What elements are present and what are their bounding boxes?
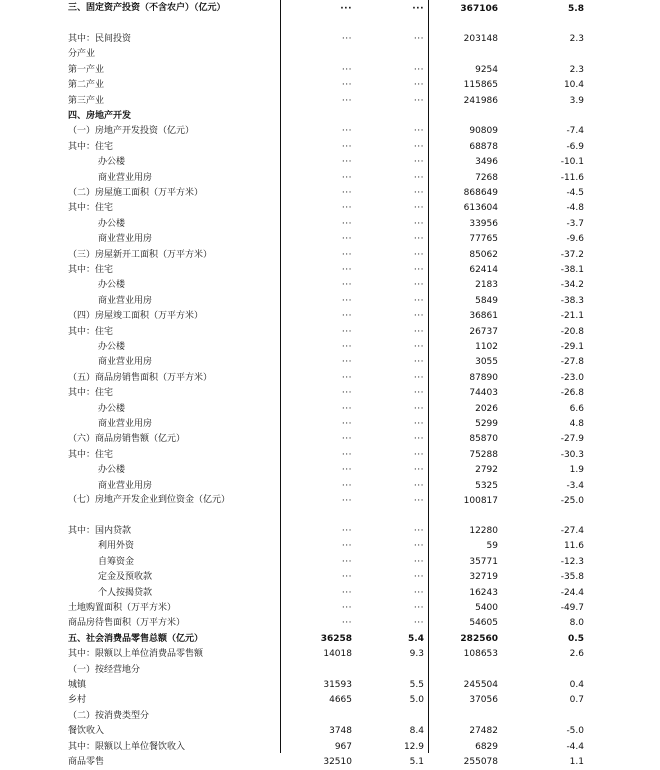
table-row [0,632,660,647]
cell-c3: 5849 [475,295,498,306]
cell-c3 [430,663,498,678]
cell-c1: ··· [341,388,352,399]
cell-c4 [510,709,584,724]
row-label: （二）按消费类型分 [68,710,150,721]
row-label: （一）按经营地分 [68,664,141,675]
table-row [0,678,660,693]
table-row [0,709,660,724]
cell-c1: ··· [341,80,352,91]
table-row [0,524,660,539]
table-row [0,570,660,585]
cell-c2: 5.0 [409,695,424,706]
cell-c1: ··· [341,141,352,152]
table-row [0,693,660,708]
row-label: 其中：住宅 [68,141,114,152]
cell-c3: 241986 [463,95,498,106]
cell-c4: -5.0 [566,726,584,737]
cell-c3 [430,709,498,724]
row-label: 其中：国内贷款 [68,526,132,536]
cell-c4: 5.8 [568,4,584,14]
cell-c4: -3.4 [566,480,584,491]
row-label: （六）商品房销售额（亿元） [68,434,186,445]
table-row [0,217,660,232]
cell-c3: 2792 [475,465,498,476]
cell-c1: ··· [341,419,352,429]
row-label: 商品零售 [68,757,105,767]
cell-c3: 77765 [469,234,498,245]
cell-c4: -20.8 [560,326,584,337]
cell-c3: 85062 [469,249,498,260]
table-row [0,371,660,386]
row-label: 五、社会消费品零售总额（亿元） [68,633,204,644]
table-row [0,601,660,616]
cell-c3: 27482 [469,726,498,737]
table-row [0,47,660,62]
cell-c2: ··· [413,618,424,629]
row-label: （四）房屋竣工面积（万平方米） [68,311,204,322]
table-row [0,248,660,263]
cell-c1: ··· [341,157,352,168]
cell-c2: ··· [413,80,424,91]
table-row [0,724,660,739]
row-label: 第三产业 [68,95,105,106]
cell-c4: -25.0 [560,496,584,506]
row-label: 商品房待售面积（万平方米） [68,618,186,629]
cell-c3: 26737 [469,326,498,337]
cell-c2: ··· [413,556,424,567]
cell-c1 [292,47,352,62]
cell-c3: 1102 [475,342,498,352]
cell-c3: 9254 [475,64,498,75]
row-label: 自筹资金 [98,556,135,567]
cell-c3: 108653 [463,649,498,660]
table-row [0,663,660,678]
row-label: 商业营业用房 [98,357,153,368]
table-row [0,201,660,216]
cell-c1 [292,709,352,724]
cell-c1: ··· [341,311,352,322]
cell-c1: 32510 [323,757,352,767]
cell-c1: ··· [341,556,352,567]
cell-c2: ··· [413,326,424,337]
row-label: 其中：住宅 [68,265,114,275]
table-row [0,616,660,631]
table-row [0,386,660,401]
cell-c3: 115865 [463,80,498,91]
row-label: 办公楼 [98,342,126,352]
cell-c3: 2183 [475,280,498,291]
cell-c4: 8.0 [569,618,584,629]
cell-c2: ··· [413,357,424,368]
cell-c1: 967 [334,741,352,752]
cell-c3: 613604 [463,203,498,214]
row-label: 利用外资 [98,541,135,552]
cell-c2: ··· [413,64,424,75]
table-row [0,463,660,478]
cell-c1: ··· [341,572,352,583]
cell-c1: ··· [341,265,352,275]
row-label: 分产业 [68,49,96,60]
cell-c1: ··· [341,188,352,198]
cell-c4: -38.3 [560,295,584,306]
row-label: 乡村 [68,695,87,706]
cell-c3: 100817 [463,496,498,506]
cell-c4: -21.1 [560,311,584,322]
cell-c1: ··· [341,541,352,552]
cell-c1: ··· [341,618,352,629]
cell-c3: 33956 [469,218,498,229]
cell-c1: ··· [341,234,352,245]
cell-c1: ··· [341,403,352,414]
cell-c4: 10.4 [563,80,584,91]
cell-c1: ··· [341,95,352,106]
table-row [0,494,660,524]
cell-c3: 203148 [463,34,498,44]
cell-c4: 3.9 [569,95,584,106]
table-row [0,432,660,447]
cell-c2: ··· [413,449,424,460]
table-row [0,355,660,370]
cell-c2: 5.5 [409,680,424,690]
cell-c2: ··· [413,372,424,383]
row-label: 第二产业 [68,80,105,91]
cell-c2: ··· [413,342,424,352]
cell-c1: ··· [341,357,352,368]
cell-c4: -27.4 [560,526,584,536]
cell-c1: ··· [341,249,352,260]
cell-c3: 59 [486,541,498,552]
row-label: 餐饮收入 [68,726,105,737]
cell-c3: 54605 [469,618,498,629]
cell-c4: -4.8 [566,203,584,214]
table-row [0,109,660,124]
row-label: 办公楼 [98,403,126,414]
table-row [0,555,660,570]
cell-c1: 36258 [320,633,352,644]
cell-c3: 5400 [475,603,498,613]
cell-c4: 0.7 [569,695,584,706]
cell-c2: ··· [413,587,424,598]
cell-c2: 5.1 [409,757,424,767]
cell-c3: 16243 [469,587,498,598]
table-row [0,340,660,355]
cell-c1: ··· [341,203,352,214]
cell-c4 [510,109,584,124]
cell-c3: 6829 [475,741,498,752]
cell-c1: ··· [341,342,352,352]
row-label: 其中：住宅 [68,203,114,214]
cell-c1: 3748 [329,726,352,737]
row-label: 三、固定资产投资（不含农户）（亿元） [68,3,226,13]
cell-c4: 0.4 [569,680,584,690]
cell-c4: -49.7 [560,603,584,613]
table-row [0,186,660,201]
cell-c1: ··· [341,480,352,491]
row-label: 商业营业用房 [98,234,153,245]
cell-c3: 62414 [469,265,498,275]
cell-c4: 4.8 [569,419,584,429]
cell-c1: ··· [341,434,352,445]
cell-c1 [292,663,352,678]
cell-c3: 90809 [469,126,498,137]
table-row [0,32,660,47]
cell-c3: 68878 [469,141,498,152]
cell-c2 [362,663,424,678]
table-row [0,309,660,324]
table-row [0,232,660,247]
cell-c1: ··· [341,449,352,460]
row-label: 办公楼 [98,157,126,168]
row-label: 四、房地产开发 [68,111,132,121]
cell-c3: 36861 [469,311,498,322]
cell-c2: ··· [413,295,424,306]
cell-c1: ··· [341,295,352,306]
cell-c4: -30.3 [560,449,584,460]
cell-c4: 2.6 [569,649,584,660]
cell-c1: ··· [341,280,352,291]
cell-c1: ··· [341,603,352,613]
row-label: 商业营业用房 [98,480,153,491]
cell-c4: -38.1 [560,265,584,275]
cell-c2: ··· [413,496,424,506]
table-row [0,448,660,463]
row-label: 土地购置面积（万平方米） [68,603,177,613]
cell-c2: ··· [413,434,424,445]
row-label: （五）商品房销售面积（万平方米） [68,372,213,383]
cell-c2 [362,47,424,62]
table-row [0,63,660,78]
table-row [0,539,660,554]
cell-c2: ··· [413,126,424,137]
cell-c3: 7268 [475,172,498,183]
row-label: （二）房屋施工面积（万平方米） [68,188,204,198]
cell-c2: ··· [413,188,424,198]
cell-c2: ··· [413,172,424,183]
cell-c1: ··· [341,126,352,137]
cell-c3: 3055 [475,357,498,368]
row-label: 其中：住宅 [68,326,114,337]
cell-c2: ··· [413,603,424,613]
cell-c1: ··· [341,372,352,383]
cell-c2: ··· [413,218,424,229]
cell-c2: 5.4 [408,633,424,644]
row-label: 商业营业用房 [98,172,153,183]
row-label: 商业营业用房 [98,295,153,306]
cell-c3: 5299 [475,419,498,429]
cell-c1 [292,109,352,124]
cell-c4: -37.2 [560,249,584,260]
cell-c2 [362,709,424,724]
table-row [0,325,660,340]
table-row [0,278,660,293]
table-row [0,479,660,494]
cell-c2: 12.9 [403,741,424,752]
cell-c2: ··· [413,403,424,414]
cell-c3: 282560 [460,633,498,644]
cell-c1: ··· [341,218,352,229]
cell-c1: ··· [341,526,352,536]
cell-c3: 32719 [469,572,498,583]
cell-c2: ··· [413,280,424,291]
cell-c3: 5325 [475,480,498,491]
cell-c2: ··· [413,95,424,106]
table-row [0,647,660,662]
table-row [0,2,660,32]
table-row [0,417,660,432]
cell-c3 [430,47,498,62]
cell-c3: 85870 [469,434,498,445]
cell-c1: 14018 [323,649,352,660]
table-row [0,755,660,770]
cell-c1: ··· [341,326,352,337]
row-label: （三）房屋新开工面积（万平方米） [68,249,213,260]
row-label: （一）房地产开发投资（亿元） [68,126,195,137]
cell-c4: 1.1 [569,757,584,767]
cell-c4: -7.4 [566,126,584,137]
table-row [0,78,660,93]
table-row [0,140,660,155]
row-label: 其中：限额以上单位消费品零售额 [68,649,204,660]
cell-c4: 2.3 [569,64,584,75]
cell-c4: -10.1 [560,157,584,168]
cell-c1: ··· [341,587,352,598]
cell-c1: ··· [341,465,352,476]
cell-c2: ··· [412,4,424,14]
cell-c4: 2.3 [569,34,584,44]
cell-c4: -27.9 [560,434,584,445]
table-row [0,586,660,601]
cell-c4: -11.6 [560,172,584,183]
row-label: 定金及预收款 [98,572,153,583]
cell-c3: 75288 [469,449,498,460]
row-label: 城镇 [68,680,87,690]
cell-c3: 255078 [463,757,498,767]
cell-c2: ··· [413,157,424,168]
cell-c2: ··· [413,388,424,399]
row-label: 其中：限额以上单位餐饮收入 [68,741,186,752]
cell-c3: 12280 [469,526,498,536]
cell-c1: 4665 [329,695,352,706]
row-label: 办公楼 [98,465,126,476]
row-label: 其中：民间投资 [68,34,132,44]
cell-c3: 367106 [460,4,498,14]
cell-c2: ··· [413,234,424,245]
cell-c3: 245504 [463,680,498,690]
cell-c3 [430,109,498,124]
cell-c4 [510,663,584,678]
row-label: 第一产业 [68,64,105,75]
cell-c2: ··· [413,526,424,536]
row-label: 个人按揭贷款 [98,587,153,598]
table-row [0,402,660,417]
cell-c3: 868649 [463,188,498,198]
cell-c2: 9.3 [409,649,424,660]
cell-c1: ··· [341,496,352,506]
cell-c4: -23.0 [560,372,584,383]
cell-c4: -27.8 [560,357,584,368]
cell-c4: -3.7 [566,218,584,229]
row-label: 其中：住宅 [68,388,114,399]
cell-c4: 11.6 [563,541,584,552]
cell-c4: -4.4 [566,741,584,752]
cell-c2 [362,109,424,124]
cell-c4 [510,47,584,62]
table-row [0,263,660,278]
cell-c4: 1.9 [569,465,584,476]
cell-c2: 8.4 [409,726,424,737]
cell-c2: ··· [413,34,424,44]
cell-c4: -34.2 [560,280,584,291]
cell-c2: ··· [413,480,424,491]
cell-c2: ··· [413,203,424,214]
cell-c4: -6.9 [566,141,584,152]
row-label: 办公楼 [98,280,126,291]
cell-c2: ··· [413,419,424,429]
row-label: 其中：住宅 [68,449,114,460]
cell-c1: 31593 [323,680,352,690]
cell-c3: 87890 [469,372,498,383]
row-label: 办公楼 [98,218,126,229]
cell-c4: -4.5 [566,188,584,198]
cell-c4: -35.8 [560,572,584,583]
cell-c4: -26.8 [560,388,584,399]
cell-c4: 6.6 [569,403,584,414]
cell-c2: ··· [413,141,424,152]
cell-c4: -24.4 [560,587,584,598]
cell-c2: ··· [413,465,424,476]
cell-c2: ··· [413,311,424,322]
cell-c4: -9.6 [566,234,584,245]
table-row [0,155,660,170]
cell-c2: ··· [413,541,424,552]
cell-c2: ··· [413,572,424,583]
cell-c1: ··· [341,34,352,44]
cell-c1: ··· [341,172,352,183]
cell-c1: ··· [340,4,352,14]
cell-c1: ··· [341,64,352,75]
cell-c3: 3496 [475,157,498,168]
cell-c2: ··· [413,249,424,260]
table-row [0,294,660,309]
cell-c3: 37056 [469,695,498,706]
cell-c3: 74403 [469,388,498,399]
cell-c3: 35771 [469,556,498,567]
cell-c2: ··· [413,265,424,275]
table-row [0,94,660,109]
cell-c4: -29.1 [560,342,584,352]
cell-c3: 2026 [475,403,498,414]
table-row [0,740,660,755]
table-row [0,124,660,139]
cell-c4: -12.3 [560,556,584,567]
row-label: （七）房地产开发企业到位资金（亿元） [68,495,231,505]
table-row [0,171,660,186]
cell-c4: 0.5 [568,633,584,644]
row-label: 商业营业用房 [98,419,153,429]
